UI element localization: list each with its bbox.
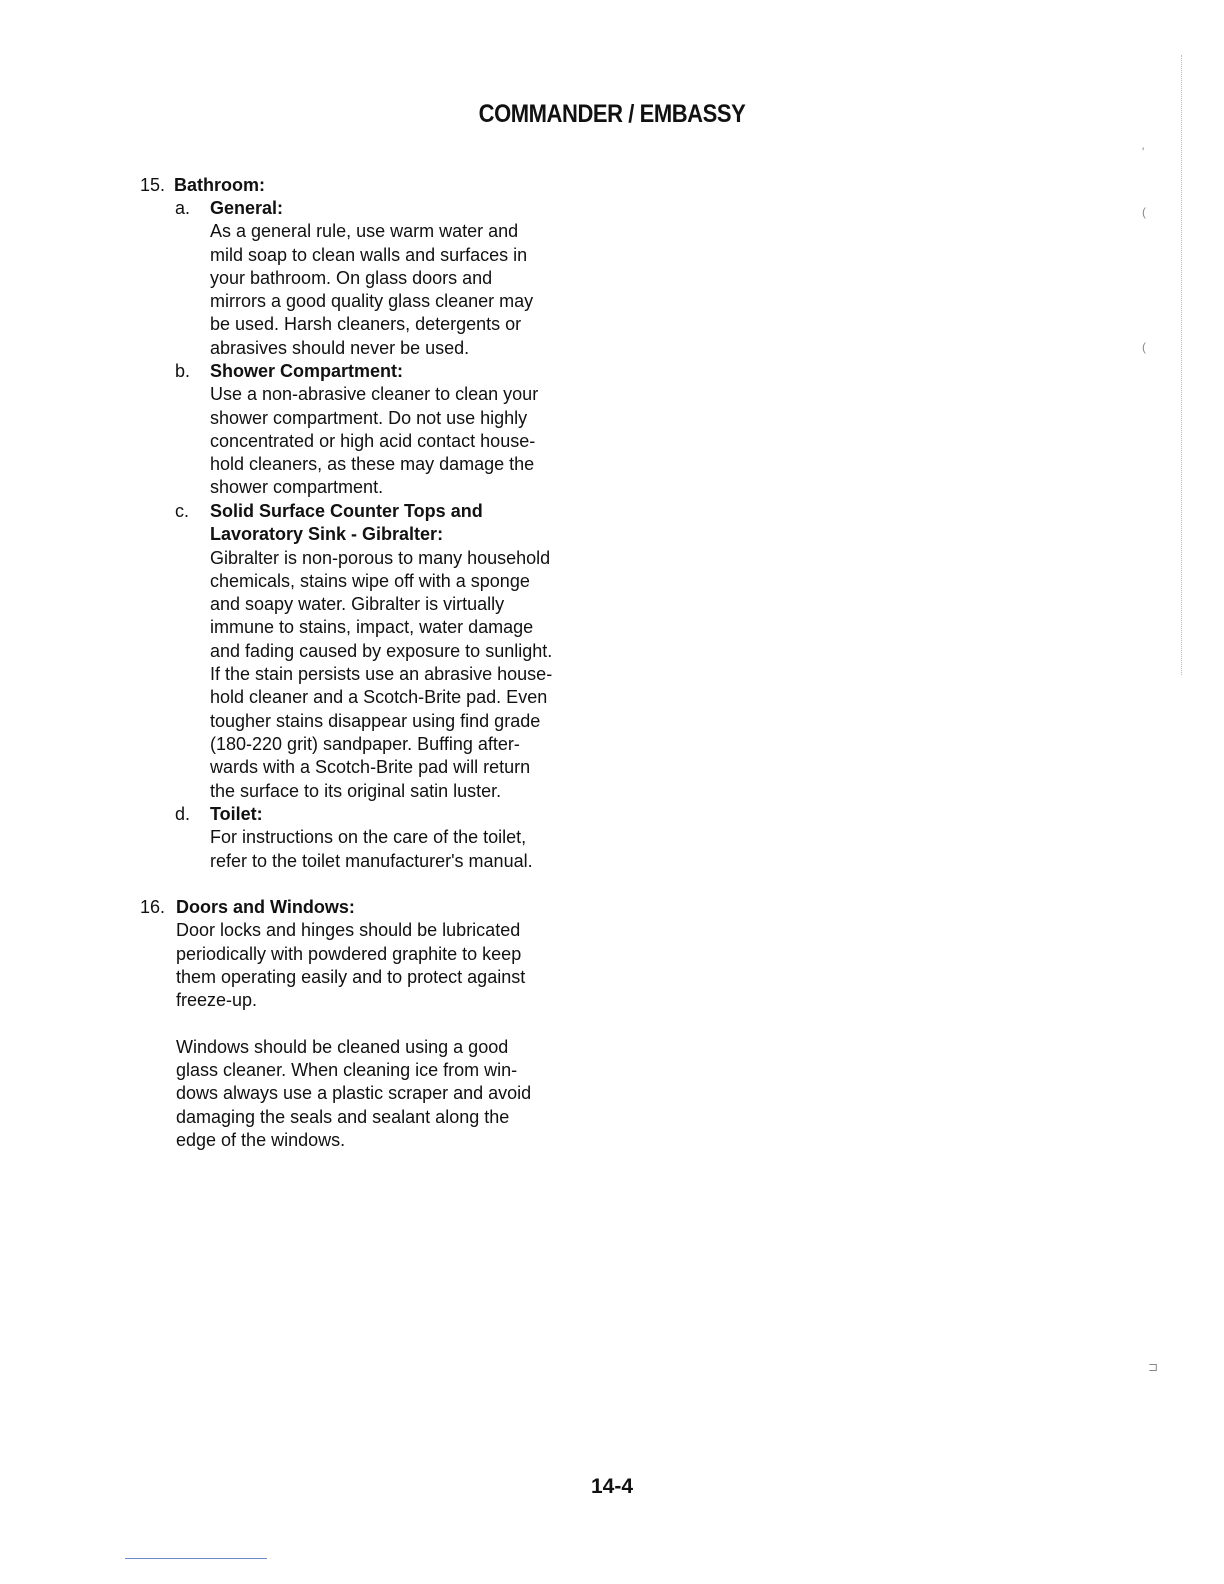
subsection-15b-line: Use a non-abrasive cleaner to clean your	[210, 384, 539, 405]
subsection-15d-title: Toilet:	[210, 804, 263, 824]
subsection-15b-title: Shower Compartment:	[210, 361, 404, 381]
section-16-paragraph-2-line: edge of the windows.	[176, 1129, 346, 1150]
subsection-15a-letter: a.	[175, 198, 191, 218]
subsection-15c-line: Gibralter is non-porous to many household	[210, 547, 551, 568]
subsection-15c-letter: c.	[175, 501, 190, 521]
scan-speck: '	[1142, 145, 1145, 159]
subsection-15b-line: shower compartment.	[210, 477, 384, 498]
subsection-15a-title: General:	[210, 198, 284, 218]
subsection-15c-line: If the stain persists use an abrasive house-	[210, 664, 553, 685]
subsection-15c-line: the surface to its original satin luster.	[210, 780, 502, 801]
section-15-title: Bathroom:	[174, 175, 265, 195]
subsection-15a-line: As a general rule, use warm water and	[210, 221, 519, 242]
subsection-15c-line: chemicals, stains wipe off with a sponge	[210, 570, 530, 591]
subsection-15a-line: abrasives should never be used.	[210, 337, 470, 358]
subsection-15c-line: and fading caused by exposure to sunlight.	[210, 640, 553, 661]
page-header-title: COMMANDER / EMBASSY	[478, 100, 746, 128]
section-16-number: 16.	[140, 897, 166, 917]
scan-edge-line	[1181, 55, 1182, 675]
subsection-15a-line: your bathroom. On glass doors and	[210, 267, 493, 288]
subsection-15c-line: tougher stains disappear using find grade	[210, 710, 541, 731]
scan-blue-underline	[125, 1558, 267, 1559]
section-16-paragraph-1-line: them operating easily and to protect against	[176, 966, 526, 987]
subsection-15c-line: immune to stains, impact, water damage	[210, 617, 534, 638]
page-number: 14-4	[590, 1475, 634, 1498]
subsection-15b-line: concentrated or high acid contact house-	[210, 430, 536, 451]
subsection-15a-line: mild soap to clean walls and surfaces in	[210, 244, 528, 265]
subsection-15d-letter: d.	[175, 804, 191, 824]
subsection-15b-line: shower compartment. Do not use highly	[210, 407, 528, 428]
subsection-15a-line: mirrors a good quality glass cleaner may	[210, 291, 534, 312]
subsection-15d-line: refer to the toilet manufacturer's manual.	[210, 850, 533, 871]
section-16-paragraph-2-line: damaging the seals and sealant along the	[176, 1106, 510, 1127]
subsection-15c-line: and soapy water. Gibralter is virtually	[210, 594, 505, 615]
section-16-paragraph-2-line: glass cleaner. When cleaning ice from win-	[176, 1060, 518, 1081]
subsection-15c-title: Lavoratory Sink - Gibralter:	[210, 524, 444, 545]
scan-speck: ⊐	[1148, 1360, 1159, 1374]
section-16-paragraph-1-line: periodically with powdered graphite to keep	[176, 943, 522, 964]
subsection-15c-title: Solid Surface Counter Tops and	[210, 501, 483, 521]
section-16-paragraph-1-line: freeze-up.	[176, 990, 258, 1011]
section-16-paragraph-1-line: Door locks and hinges should be lubricated	[176, 920, 521, 941]
scan-speck: (	[1142, 340, 1146, 354]
subsection-15b-letter: b.	[175, 361, 191, 381]
subsection-15b-line: hold cleaners, as these may damage the	[210, 454, 535, 475]
subsection-15d-line: For instructions on the care of the toilet,	[210, 827, 527, 848]
scan-speck: (	[1142, 205, 1146, 219]
subsection-15c-line: (180-220 grit) sandpaper. Buffing after-	[210, 733, 520, 754]
subsection-15c-line: hold cleaner and a Scotch-Brite pad. Even	[210, 687, 548, 708]
section-16-title: Doors and Windows:	[176, 897, 355, 917]
section-16-paragraph-2-line: dows always use a plastic scraper and avoid	[176, 1083, 532, 1104]
subsection-15a-line: be used. Harsh cleaners, detergents or	[210, 314, 522, 335]
subsection-15c-line: wards with a Scotch-Brite pad will return	[210, 757, 531, 778]
section-15-number: 15.	[140, 175, 166, 195]
section-16-paragraph-2-line: Windows should be cleaned using a good	[176, 1036, 509, 1057]
